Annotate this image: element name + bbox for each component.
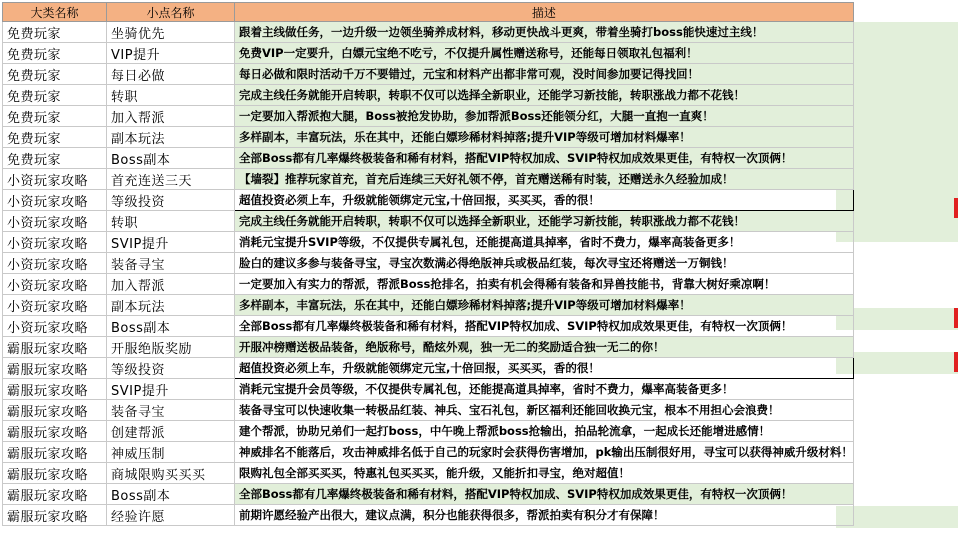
header-category[interactable]: 大类名称 — [3, 3, 107, 22]
cell-description[interactable]: 装备寻宝可以快速收集一转极品红装、神兵、宝石礼包，新区福利还能回收换元宝，根本不用担心会浪费！ — [235, 400, 854, 421]
cell-subitem[interactable]: 转职 — [107, 211, 235, 232]
cell-description[interactable]: 前期许愿经验产出很大，建议点满，积分也能获得很多，帮派拍卖有积分才有保障！ — [235, 505, 854, 526]
cell-category[interactable]: 小资玩家攻略 — [3, 169, 107, 190]
green-fill-region — [836, 22, 958, 242]
cell-category[interactable]: 小资玩家攻略 — [3, 295, 107, 316]
cell-subitem[interactable]: Boss副本 — [107, 148, 235, 169]
table-row — [3, 358, 854, 379]
cell-subitem[interactable]: 每日必做 — [107, 64, 235, 85]
cell-description[interactable]: 全部Boss都有几率爆终极装备和稀有材料，搭配VIP特权加成、SVIP特权加成效果更佳，有特权一次顶俩！ — [235, 148, 854, 169]
cell-description[interactable]: 超值投资必须上车，升级就能领绑定元宝,十倍回报，买买买，香的很！ — [235, 190, 854, 211]
cell-category[interactable]: 霸服玩家攻略 — [3, 421, 107, 442]
table-body — [3, 22, 854, 526]
cell-subitem[interactable]: 等级投资 — [107, 190, 235, 211]
table-row — [3, 463, 854, 484]
cell-description[interactable]: 免费VIP一定要升，白嫖元宝绝不吃亏，不仅提升属性赠送称号，还能每日领取礼包福利！ — [235, 43, 854, 64]
cell-description[interactable]: 多样副本，丰富玩法，乐在其中，还能白嫖珍稀材料掉落;提升VIP等级可增加材料爆率！ — [235, 127, 854, 148]
cell-description[interactable]: 限购礼包全部买买买，特惠礼包买买买，能升级，又能折扣寻宝，绝对超值！ — [235, 463, 854, 484]
green-fill-region-2 — [836, 308, 958, 330]
cell-category[interactable]: 免费玩家 — [3, 64, 107, 85]
cell-description[interactable]: 跟着主线做任务，一边升级一边领坐骑养成材料，移动更快战斗更爽，带着坐骑打boss能快速过主线！ — [235, 22, 854, 43]
cell-description[interactable]: 脸白的建议多参与装备寻宝，寻宝次数满必得绝版神兵或极品红装，每次寻宝还将赠送一万铜钱！ — [235, 253, 854, 274]
cell-category[interactable]: 免费玩家 — [3, 127, 107, 148]
table-row — [3, 64, 854, 85]
table-row — [3, 85, 854, 106]
cell-description[interactable]: 超值投资必须上车，升级就能领绑定元宝,十倍回报，买买买，香的很！ — [235, 358, 854, 379]
cell-subitem[interactable]: 副本玩法 — [107, 127, 235, 148]
cell-subitem[interactable]: 商城限购买买买 — [107, 463, 235, 484]
cell-subitem[interactable]: Boss副本 — [107, 316, 235, 337]
table-row — [3, 211, 854, 232]
cell-description[interactable]: 一定要加入帮派抱大腿，Boss被抢发协助，参加帮派Boss还能领分红，大腿一直抱一直爽！ — [235, 106, 854, 127]
cell-category[interactable]: 霸服玩家攻略 — [3, 484, 107, 505]
cell-subitem[interactable]: Boss副本 — [107, 484, 235, 505]
green-fill-region-4 — [836, 506, 958, 528]
cell-subitem[interactable]: 首充连送三天 — [107, 169, 235, 190]
red-marker — [954, 198, 958, 218]
cell-category[interactable]: 霸服玩家攻略 — [3, 400, 107, 421]
cell-subitem[interactable]: 坐骑优先 — [107, 22, 235, 43]
data-table — [2, 2, 854, 526]
table-row — [3, 232, 854, 253]
cell-subitem[interactable]: 加入帮派 — [107, 106, 235, 127]
cell-category[interactable]: 霸服玩家攻略 — [3, 379, 107, 400]
header-row — [3, 3, 854, 22]
table-row — [3, 190, 854, 211]
table-row — [3, 43, 854, 64]
table-row — [3, 106, 854, 127]
cell-description[interactable]: 开服冲榜赠送极品装备，绝版称号，酷炫外观，独一无二的奖励适合独一无二的你！ — [235, 337, 854, 358]
cell-category[interactable]: 小资玩家攻略 — [3, 274, 107, 295]
table-row — [3, 295, 854, 316]
red-marker — [954, 352, 958, 372]
table-row — [3, 337, 854, 358]
green-fill-region-3 — [836, 352, 958, 374]
cell-category[interactable]: 霸服玩家攻略 — [3, 358, 107, 379]
table-row — [3, 421, 854, 442]
cell-subitem[interactable]: 副本玩法 — [107, 295, 235, 316]
cell-category[interactable]: 免费玩家 — [3, 148, 107, 169]
cell-category[interactable]: 小资玩家攻略 — [3, 253, 107, 274]
cell-subitem[interactable]: 等级投资 — [107, 358, 235, 379]
cell-description[interactable]: 全部Boss都有几率爆终极装备和稀有材料，搭配VIP特权加成、SVIP特权加成效果更佳，有特权一次顶俩！ — [235, 484, 854, 505]
cell-subitem[interactable]: 开服绝版奖励 — [107, 337, 235, 358]
cell-category[interactable]: 霸服玩家攻略 — [3, 442, 107, 463]
cell-category[interactable]: 小资玩家攻略 — [3, 190, 107, 211]
cell-description[interactable]: 【墙裂】推荐玩家首充，首充后连续三天好礼领不停，首充赠送稀有时装，还赠送永久经验加成！ — [235, 169, 854, 190]
cell-description[interactable]: 建个帮派，协助兄弟们一起打boss，中午晚上帮派boss抢输出，拍品轮流拿，一起成长还能增进感情！ — [235, 421, 854, 442]
cell-description[interactable]: 每日必做和限时活动千万不要错过，元宝和材料产出都非常可观，没时间参加要记得找回！ — [235, 64, 854, 85]
cell-category[interactable]: 免费玩家 — [3, 43, 107, 64]
cell-description[interactable]: 神威排名不能落后，攻击神威排名低于自己的玩家时会获得伤害增加，pk输出压制很好用，寻宝可以获得神威升级材料！ — [235, 442, 854, 463]
cell-subitem[interactable]: 转职 — [107, 85, 235, 106]
cell-description[interactable]: 消耗元宝提升SVIP等级，不仅提供专属礼包，还能提高道具掉率，省时不费力，爆率高装备更多！ — [235, 232, 854, 253]
table-row — [3, 274, 854, 295]
cell-category[interactable]: 小资玩家攻略 — [3, 232, 107, 253]
cell-category[interactable]: 霸服玩家攻略 — [3, 337, 107, 358]
cell-category[interactable]: 免费玩家 — [3, 85, 107, 106]
cell-subitem[interactable]: 装备寻宝 — [107, 400, 235, 421]
table-row — [3, 148, 854, 169]
red-marker — [954, 308, 958, 328]
cell-description[interactable]: 完成主线任务就能开启转职，转职不仅可以选择全新职业，还能学习新技能，转职涨战力都不花钱！ — [235, 211, 854, 232]
table-row — [3, 505, 854, 526]
header-subitem[interactable]: 小点名称 — [107, 3, 235, 22]
cell-category[interactable]: 小资玩家攻略 — [3, 211, 107, 232]
table-row — [3, 442, 854, 463]
cell-subitem[interactable]: 经验许愿 — [107, 505, 235, 526]
table-row — [3, 316, 854, 337]
cell-subitem[interactable]: 创建帮派 — [107, 421, 235, 442]
cell-description[interactable]: 完成主线任务就能开启转职，转职不仅可以选择全新职业，还能学习新技能，转职涨战力都不花钱！ — [235, 85, 854, 106]
cell-subitem[interactable]: SVIP提升 — [107, 232, 235, 253]
table-row — [3, 169, 854, 190]
cell-description[interactable]: 一定要加入有实力的帮派，帮派Boss抢排名，拍卖有机会得稀有装备和异兽技能书，背靠大树好乘凉啊！ — [235, 274, 854, 295]
cell-description[interactable]: 消耗元宝提升会员等级，不仅提供专属礼包，还能提高道具掉率，省时不费力，爆率高装备更多！ — [235, 379, 854, 400]
cell-category[interactable]: 霸服玩家攻略 — [3, 505, 107, 526]
cell-subitem[interactable]: 加入帮派 — [107, 274, 235, 295]
cell-category[interactable]: 小资玩家攻略 — [3, 316, 107, 337]
table-row — [3, 379, 854, 400]
cell-subitem[interactable]: 装备寻宝 — [107, 253, 235, 274]
cell-description[interactable]: 全部Boss都有几率爆终极装备和稀有材料，搭配VIP特权加成、SVIP特权加成效果更佳，有特权一次顶俩！ — [235, 316, 854, 337]
table-row — [3, 400, 854, 421]
cell-category[interactable]: 免费玩家 — [3, 22, 107, 43]
cell-description[interactable]: 多样副本，丰富玩法，乐在其中，还能白嫖珍稀材料掉落;提升VIP等级可增加材料爆率！ — [235, 295, 854, 316]
table-row — [3, 22, 854, 43]
table-row — [3, 484, 854, 505]
cell-subitem[interactable]: SVIP提升 — [107, 379, 235, 400]
cell-subitem[interactable]: 神威压制 — [107, 442, 235, 463]
table-row — [3, 127, 854, 148]
table-row — [3, 253, 854, 274]
cell-category[interactable]: 霸服玩家攻略 — [3, 463, 107, 484]
header-description[interactable]: 描述 — [235, 3, 854, 22]
cell-category[interactable]: 免费玩家 — [3, 106, 107, 127]
cell-subitem[interactable]: VIP提升 — [107, 43, 235, 64]
